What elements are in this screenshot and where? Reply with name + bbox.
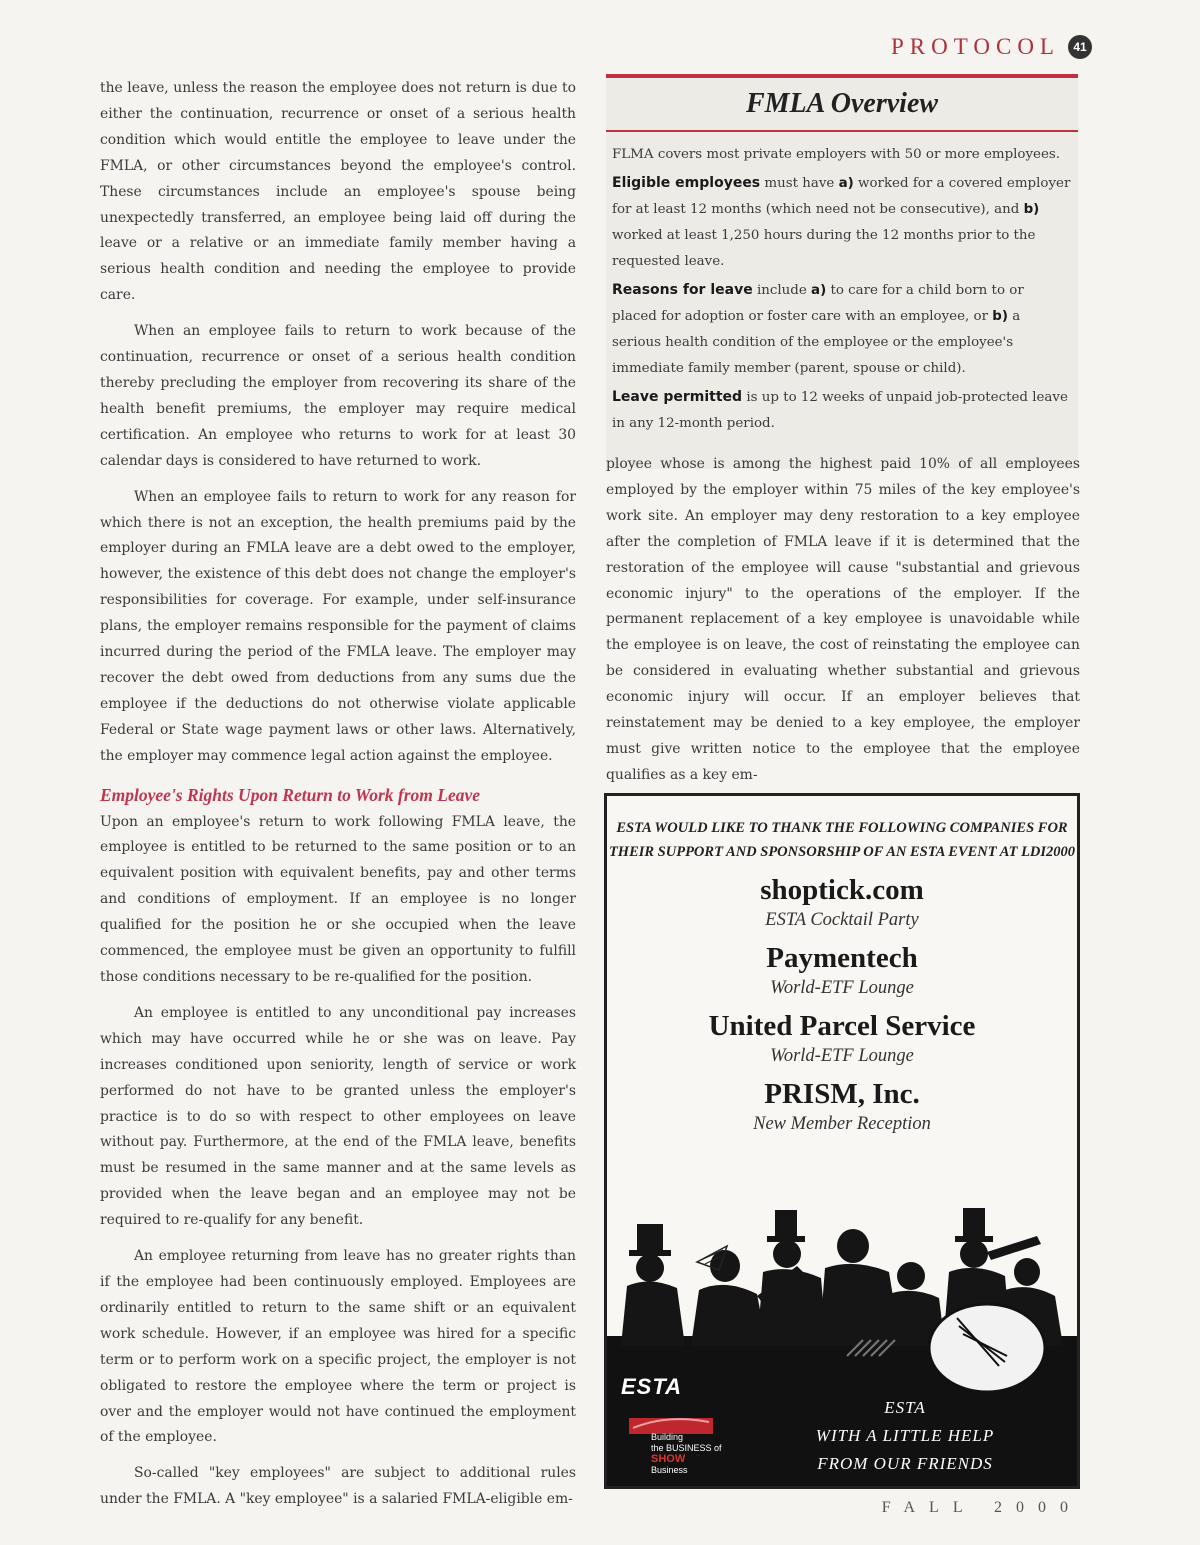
- leave-permitted-item: [612, 384, 1072, 437]
- item-text: a serious health condition of the employee or the employee's immediate family member (parent, spouse or child).: [612, 309, 1021, 376]
- logo-tagline: [651, 1432, 722, 1476]
- item-marker: a): [811, 283, 827, 298]
- tagline-line: Business: [651, 1465, 688, 1475]
- right-column: [606, 452, 1080, 799]
- paragraph: When an employee fails to return to work because of the continuation, recurrence or onset of a serious health condition thereby precluding the employer from recovering its share of the health benefit premiums, the employer may require medical certification. An employee who returns to work for at least 30 calendar days is considered to have returned to work.: [100, 323, 576, 469]
- paragraph: When an employee fails to return to work for any reason for which there is not an exception, the health premiums paid by the employer during an FMLA leave are a debt owed to the employer, however, the existence of this debt does not change the employer's responsibilities for coverage. For example, under self-insurance plans, the employer remains responsible for the payment of claims incurred during the period of the FMLA leave. The employer may recover the debt owed from deductions from any sums due the employee if the deductions do not otherwise violate applicable Federal or State wage payment laws or other laws. Alternatively, the employer may commence legal action against the employee.: [100, 488, 576, 764]
- term-label: Reasons for leave: [612, 282, 753, 298]
- issue-footer: FALL 2000: [881, 1499, 1082, 1516]
- page-header: [891, 34, 1092, 60]
- footer-line: FROM OUR FRIENDS: [817, 1454, 993, 1473]
- item-text: include: [752, 283, 812, 298]
- item-text: worked for a covered employer for at least 12 months (which need not be consecutive), and: [612, 176, 1071, 217]
- sponsor-event: World-ETF Lounge: [770, 978, 914, 998]
- paragraph: Upon an employee's return to work following FMLA leave, the employee is entitled to be returned to the same position or to an equivalent position with equivalent benefits, pay and other terms and conditions of employment. If an employee is no longer qualified for the position he or she occupied when the leave commenced, the employee must be given an opportunity to fulfill those conditions necessary to be re-qualified for the position.: [100, 813, 576, 985]
- eligible-employees-item: [612, 170, 1072, 275]
- term-label: Leave permitted: [612, 389, 743, 405]
- sidebar-title: FMLA Overview: [606, 88, 1078, 132]
- sponsor-name: United Parcel Service: [708, 1010, 976, 1042]
- sponsor-event: World-ETF Lounge: [770, 1046, 914, 1066]
- sponsor-entry: [607, 940, 1077, 1000]
- fmla-overview-sidebar: [606, 74, 1078, 469]
- footer-line: WITH A LITTLE HELP: [815, 1426, 995, 1445]
- paragraph: the leave, unless the reason the employee does not return is due to either the continuation, recurrence or onset of a serious health condition which would entitle the employee to leave under the FMLA, or other circumstances beyond the employee's control. These circumstances include an employee's spouse being unexpectedly transferred, an employee being laid off during the leave or a relative or an immediate family member having a serious health condition and needing the employee to provide care.: [100, 80, 576, 304]
- paragraph: An employee is entitled to any unconditional pay increases which may have occurred while he or she was on leave. Pay increases conditioned upon seniority, length of service or work performed do not have to be granted unless the employer's practice is to do so with respect to other employees on leave without pay. Furthermore, at the end of the FMLA leave, benefits must be resumed in the same manner and at the same levels as provided when the leave began and an employee may not be required to re-qualify for any benefit.: [100, 1004, 576, 1229]
- item-text: is up to 12 weeks of unpaid job-protected leave in any 12-month period.: [612, 390, 1068, 431]
- sponsor-name: PRISM, Inc.: [764, 1078, 920, 1110]
- sponsor-event: New Member Reception: [753, 1114, 931, 1134]
- sponsor-name: shoptick.com: [760, 874, 924, 906]
- item-text: worked at least 1,250 hours during the 12 months prior to the requested leave.: [612, 228, 1036, 269]
- logo-wordmark: ESTA: [621, 1374, 683, 1399]
- esta-logo: [621, 1374, 741, 1474]
- tagline-line: the BUSINESS of: [651, 1443, 722, 1453]
- paragraph: An employee returning from leave has no greater rights than if the employee had been continuously employed. Employees are ordinarily entitled to return to the same shift or an equivalent work schedule. However, if an employee was hired for a specific term or to perform work on a specific project, the employer is not obligated to restore the employee where the term or project is over and the employer would not have continued the employment of the employee.: [100, 1248, 576, 1446]
- sponsor-entry: [607, 1008, 1077, 1068]
- paragraph: So-called "key employees" are subject to additional rules under the FMLA. A "key employee" is a salaried FMLA-eligible em-: [100, 1465, 576, 1508]
- sponsor-name: Paymentech: [766, 942, 918, 974]
- term-label: Eligible employees: [612, 175, 761, 191]
- item-marker: a): [838, 176, 854, 191]
- section-heading: Employee's Rights Upon Return to Work from Leave: [100, 784, 480, 805]
- tagline-line: Building: [651, 1432, 684, 1442]
- publication-title: PROTOCOL: [891, 34, 1060, 59]
- ad-footer-text: [775, 1394, 1035, 1478]
- item-text: must have: [760, 176, 839, 191]
- sponsor-entry: [607, 872, 1077, 932]
- sponsor-entry: [607, 1076, 1077, 1136]
- sidebar-body: [606, 132, 1078, 437]
- sidebar-intro: FLMA covers most private employers with 50 or more employees.: [612, 147, 1061, 162]
- tagline-line: SHOW: [651, 1453, 686, 1465]
- footer-line: ESTA: [884, 1398, 926, 1417]
- ad-intro: ESTA WOULD LIKE TO THANK THE FOLLOWING COMPANIES FOR THEIR SUPPORT AND SPONSORSHIP OF AN ESTA EVENT AT LDI2000: [608, 820, 1076, 860]
- item-marker: b): [992, 309, 1008, 324]
- paragraph: ployee whose is among the highest paid 10% of all employees employed by the employer within 75 miles of the key employee's work site. An employer may deny restoration to a key employee after the completion of FMLA leave if it is determined that the restoration of the employee will cause "substantial and grievous economic injury" to the operations of the employer. If the permanent replacement of a key employee is unavoidable while the employee is on leave, the cost of reinstating the employee can be considered in evaluating whether substantial and grievous economic injury will occur. If an employer believes that reinstatement may be denied to a key employee, the employer must give written notice to the employee that the employee qualifies as a key em-: [606, 456, 1080, 783]
- sponsor-advertisement: [604, 793, 1080, 1489]
- sponsor-event: ESTA Cocktail Party: [765, 910, 919, 930]
- page-number-badge: 41: [1068, 35, 1092, 59]
- reasons-for-leave-item: [612, 277, 1072, 382]
- left-column: [100, 76, 576, 1523]
- item-text: to care for a child born to or placed for adoption or foster care with an employee, or: [612, 283, 1024, 324]
- item-marker: b): [1023, 202, 1040, 217]
